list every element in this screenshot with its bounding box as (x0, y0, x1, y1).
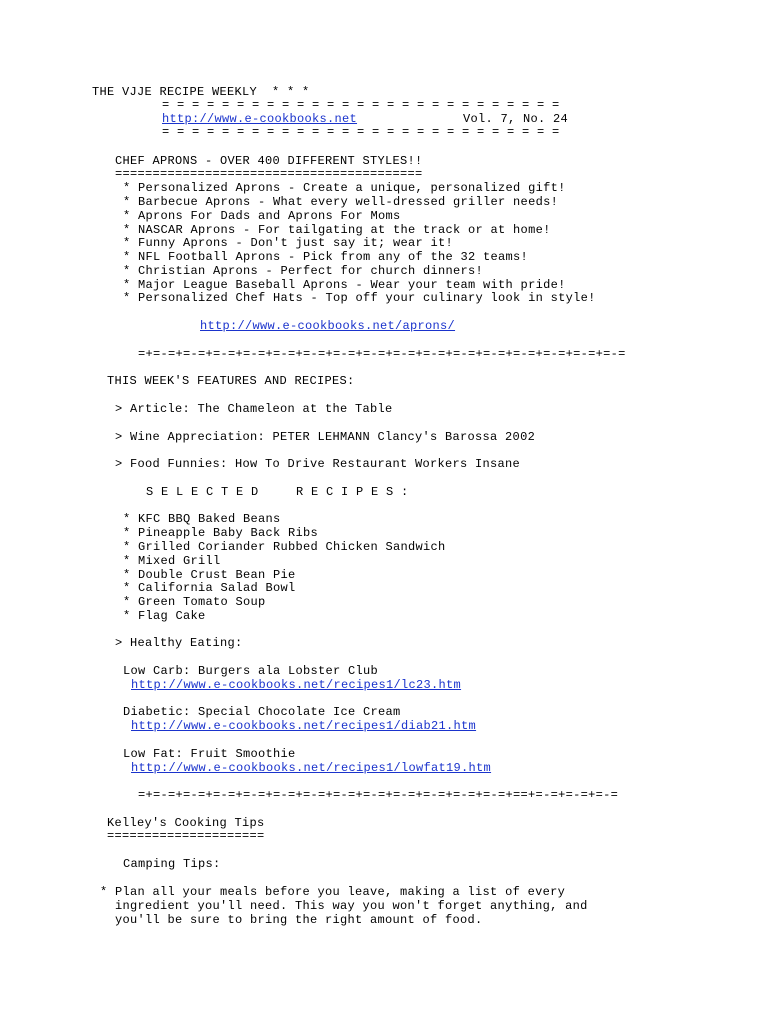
features-title: THIS WEEK'S FEATURES AND RECIPES: (107, 374, 355, 388)
list-item: * Christian Aprons - Perfect for church dinners! (123, 264, 484, 278)
healthy-label: Low Fat: Fruit Smoothie (123, 747, 296, 761)
list-item: * NFL Football Aprons - Pick from any of the 32 teams! (123, 250, 529, 264)
healthy-link[interactable]: http://www.e-cookbooks.net/recipes1/lowfat19.htm (131, 761, 492, 775)
feature-article: > Article: The Chameleon at the Table (115, 402, 393, 416)
healthy-label: Diabetic: Special Chocolate Ice Cream (123, 705, 401, 719)
section-divider: =+=-=+=-=+=-=+=-=+=-=+=-=+=-=+=-=+=-=+=-=+=-=+=-=+==+=-=+=-=+=-= (138, 788, 619, 802)
feature-wine: > Wine Appreciation: PETER LEHMANN Clancy's Barossa 2002 (115, 430, 536, 444)
aprons-title: CHEF APRONS - OVER 400 DIFFERENT STYLES!! (115, 154, 423, 168)
aprons-link[interactable]: http://www.e-cookbooks.net/aprons/ (200, 319, 456, 333)
site-link[interactable]: http://www.e-cookbooks.net (162, 112, 358, 126)
volume-number: Vol. 7, No. 24 (463, 112, 569, 126)
recipe-item: * KFC BBQ Baked Beans (123, 512, 281, 526)
list-item: * Major League Baseball Aprons - Wear your team with pride! (123, 278, 566, 292)
healthy-label: Low Carb: Burgers ala Lobster Club (123, 664, 379, 678)
list-item: * Barbecue Aprons - What every well-dressed griller needs! (123, 195, 559, 209)
recipe-item: * Green Tomato Soup (123, 595, 266, 609)
selected-recipes-heading: S E L E C T E D R E C I P E S : (146, 485, 409, 499)
tips-rule: ===================== (107, 829, 265, 843)
recipe-item: * Mixed Grill (123, 554, 221, 568)
tips-title: Kelley's Cooking Tips (107, 816, 265, 830)
header-rule-top: = = = = = = = = = = = = = = = = = = = = = = = = = = = (162, 98, 560, 112)
recipe-item: * Grilled Coriander Rubbed Chicken Sandwich (123, 540, 446, 554)
section-divider: =+=-=+=-=+=-=+=-=+=-=+=-=+=-=+=-=+=-=+=-=+=-=+=-=+=-=+=-=+=-=+=-= (138, 347, 626, 361)
healthy-eating-heading: > Healthy Eating: (115, 636, 243, 650)
healthy-link[interactable]: http://www.e-cookbooks.net/recipes1/lc23.htm (131, 678, 462, 692)
recipe-item: * California Salad Bowl (123, 581, 296, 595)
healthy-link[interactable]: http://www.e-cookbooks.net/recipes1/diab21.htm (131, 719, 477, 733)
list-item: * Personalized Aprons - Create a unique, personalized gift! (123, 181, 566, 195)
recipe-item: * Flag Cake (123, 609, 206, 623)
tip-line: ingredient you'll need. This way you won't forget anything, and (100, 899, 588, 913)
recipe-item: * Pineapple Baby Back Ribs (123, 526, 319, 540)
recipe-item: * Double Crust Bean Pie (123, 568, 296, 582)
list-item: * Aprons For Dads and Aprons For Moms (123, 209, 401, 223)
aprons-rule: ========================================= (115, 167, 423, 181)
newsletter-title: THE VJJE RECIPE WEEKLY * * * (92, 85, 310, 99)
tip-line: * Plan all your meals before you leave, making a list of every (100, 885, 566, 899)
list-item: * NASCAR Aprons - For tailgating at the track or at home! (123, 223, 551, 237)
feature-funnies: > Food Funnies: How To Drive Restaurant Workers Insane (115, 457, 521, 471)
list-item: * Funny Aprons - Don't just say it; wear it! (123, 236, 454, 250)
tip-line: you'll be sure to bring the right amount of food. (100, 913, 483, 927)
header-rule-bottom: = = = = = = = = = = = = = = = = = = = = = = = = = = = (162, 125, 560, 139)
tips-subheading: Camping Tips: (123, 857, 221, 871)
list-item: * Personalized Chef Hats - Top off your culinary look in style! (123, 291, 596, 305)
